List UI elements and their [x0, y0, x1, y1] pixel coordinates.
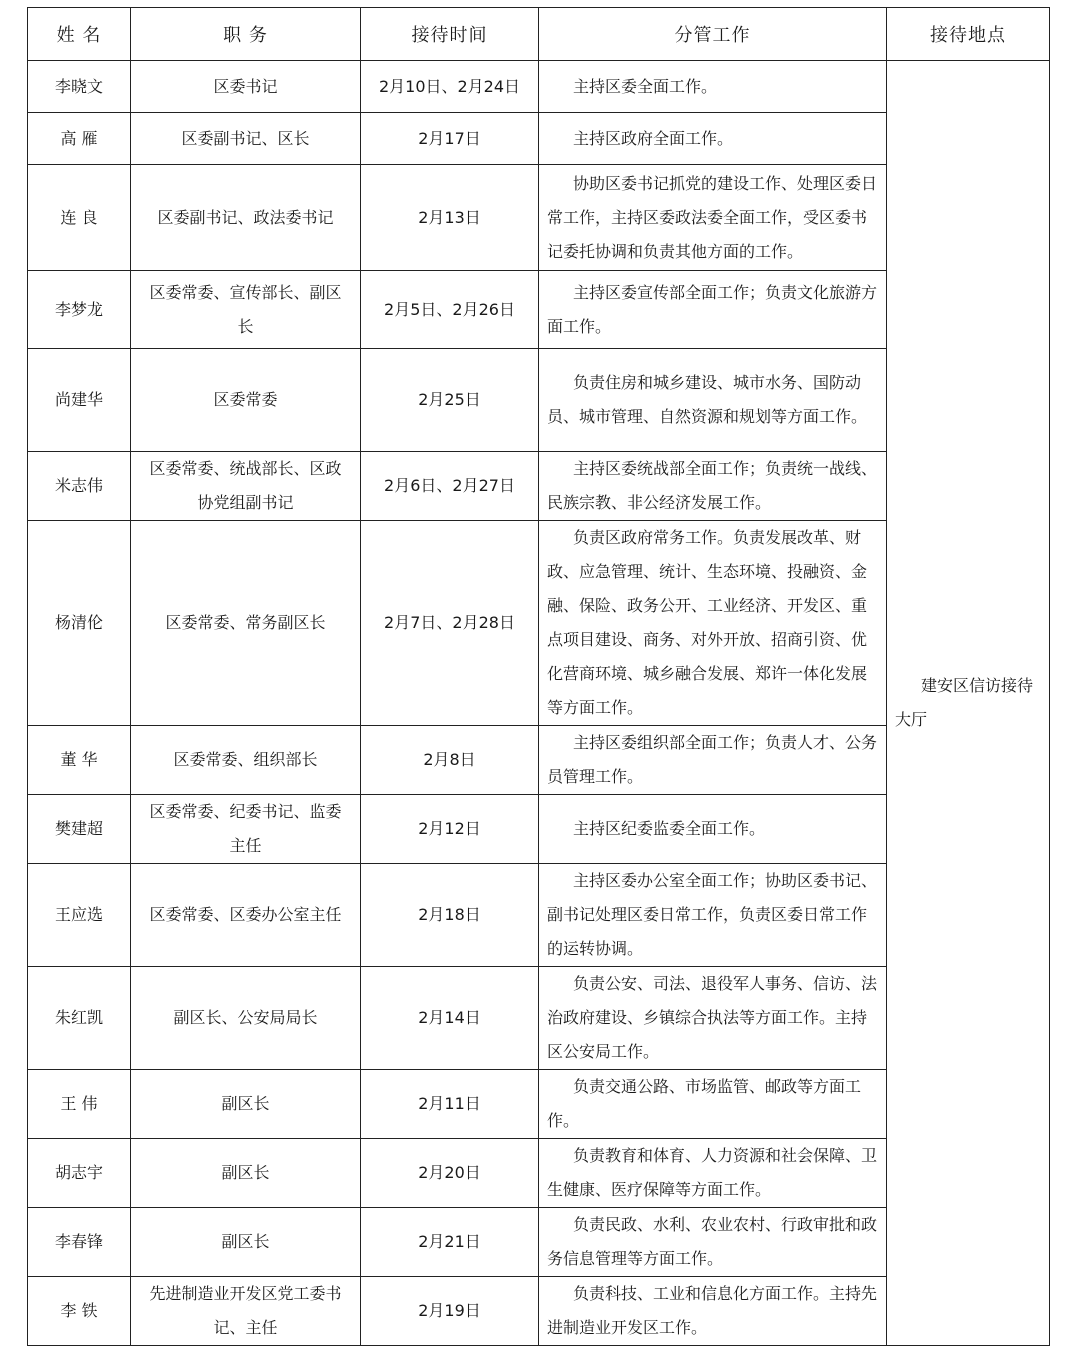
header-duty: 分管工作 — [539, 8, 887, 61]
duty-description: 协助区委书记抓党的建设工作、处理区委日常工作，主持区委政法委全面工作，受区委书记委托协调和负责其他方面的工作。 — [539, 165, 887, 271]
reception-date: 2月19日 — [361, 1277, 539, 1346]
official-position: 区委常委、常务副区长 — [131, 521, 361, 726]
header-position: 职 务 — [131, 8, 361, 61]
reception-date: 2月11日 — [361, 1070, 539, 1139]
official-name: 李晓文 — [28, 61, 131, 113]
official-name: 高 雁 — [28, 113, 131, 165]
official-position: 区委副书记、政法委书记 — [131, 165, 361, 271]
table-row — [28, 61, 1050, 113]
official-name: 王 伟 — [28, 1070, 131, 1139]
official-position: 区委书记 — [131, 61, 361, 113]
duty-description: 主持区委宣传部全面工作；负责文化旅游方面工作。 — [539, 271, 887, 349]
reception-table — [27, 7, 1050, 1346]
official-name: 樊建超 — [28, 795, 131, 864]
duty-description: 负责教育和体育、人力资源和社会保障、卫生健康、医疗保障等方面工作。 — [539, 1139, 887, 1208]
official-position: 副区长 — [131, 1070, 361, 1139]
reception-place: 建安区信访接待大厅 — [887, 61, 1050, 1346]
duty-description: 负责科技、工业和信息化方面工作。主持先进制造业开发区工作。 — [539, 1277, 887, 1346]
reception-date: 2月25日 — [361, 349, 539, 452]
duty-description: 负责住房和城乡建设、城市水务、国防动员、城市管理、自然资源和规划等方面工作。 — [539, 349, 887, 452]
official-name: 朱红凯 — [28, 967, 131, 1070]
official-name: 杨清伦 — [28, 521, 131, 726]
official-name: 尚建华 — [28, 349, 131, 452]
header-row — [28, 8, 1050, 61]
duty-description: 主持区委组织部全面工作；负责人才、公务员管理工作。 — [539, 726, 887, 795]
official-name: 胡志宇 — [28, 1139, 131, 1208]
official-position: 区委常委、区委办公室主任 — [131, 864, 361, 967]
official-position: 副区长 — [131, 1139, 361, 1208]
duty-description: 主持区纪委监委全面工作。 — [539, 795, 887, 864]
duty-description: 主持区政府全面工作。 — [539, 113, 887, 165]
official-position: 区委常委、组织部长 — [131, 726, 361, 795]
official-position: 副区长、公安局局长 — [131, 967, 361, 1070]
reception-date: 2月20日 — [361, 1139, 539, 1208]
reception-date: 2月14日 — [361, 967, 539, 1070]
duty-description: 负责公安、司法、退役军人事务、信访、法治政府建设、乡镇综合执法等方面工作。主持区公安局工作。 — [539, 967, 887, 1070]
duty-description: 负责交通公路、市场监管、邮政等方面工作。 — [539, 1070, 887, 1139]
official-position: 区委常委、统战部长、区政协党组副书记 — [131, 452, 361, 521]
official-position: 副区长 — [131, 1208, 361, 1277]
official-position: 区委常委 — [131, 349, 361, 452]
official-name: 李梦龙 — [28, 271, 131, 349]
official-name: 米志伟 — [28, 452, 131, 521]
reception-date: 2月18日 — [361, 864, 539, 967]
reception-date: 2月12日 — [361, 795, 539, 864]
official-name: 李春锋 — [28, 1208, 131, 1277]
reception-date: 2月6日、2月27日 — [361, 452, 539, 521]
reception-date: 2月7日、2月28日 — [361, 521, 539, 726]
duty-description: 负责区政府常务工作。负责发展改革、财政、应急管理、统计、生态环境、投融资、金融、保险、政务公开、工业经济、开发区、重点项目建设、商务、对外开放、招商引资、优化营商环境、城乡融合发展、郑许一体化发展等方面工作。 — [539, 521, 887, 726]
reception-date: 2月21日 — [361, 1208, 539, 1277]
reception-date: 2月10日、2月24日 — [361, 61, 539, 113]
duty-description: 负责民政、水利、农业农村、行政审批和政务信息管理等方面工作。 — [539, 1208, 887, 1277]
header-place: 接待地点 — [887, 8, 1050, 61]
duty-description: 主持区委全面工作。 — [539, 61, 887, 113]
duty-description: 主持区委统战部全面工作；负责统一战线、民族宗教、非公经济发展工作。 — [539, 452, 887, 521]
official-position: 区委常委、宣传部长、副区长 — [131, 271, 361, 349]
official-name: 李 铁 — [28, 1277, 131, 1346]
official-name: 王应选 — [28, 864, 131, 967]
reception-date: 2月8日 — [361, 726, 539, 795]
reception-date: 2月13日 — [361, 165, 539, 271]
official-name: 连 良 — [28, 165, 131, 271]
duty-description: 主持区委办公室全面工作；协助区委书记、副书记处理区委日常工作，负责区委日常工作的运转协调。 — [539, 864, 887, 967]
official-name: 董 华 — [28, 726, 131, 795]
official-position: 区委常委、纪委书记、监委主任 — [131, 795, 361, 864]
reception-date: 2月5日、2月26日 — [361, 271, 539, 349]
reception-date: 2月17日 — [361, 113, 539, 165]
reception-schedule — [27, 7, 1050, 1346]
official-position: 区委副书记、区长 — [131, 113, 361, 165]
header-name: 姓 名 — [28, 8, 131, 61]
header-time: 接待时间 — [361, 8, 539, 61]
official-position: 先进制造业开发区党工委书记、主任 — [131, 1277, 361, 1346]
